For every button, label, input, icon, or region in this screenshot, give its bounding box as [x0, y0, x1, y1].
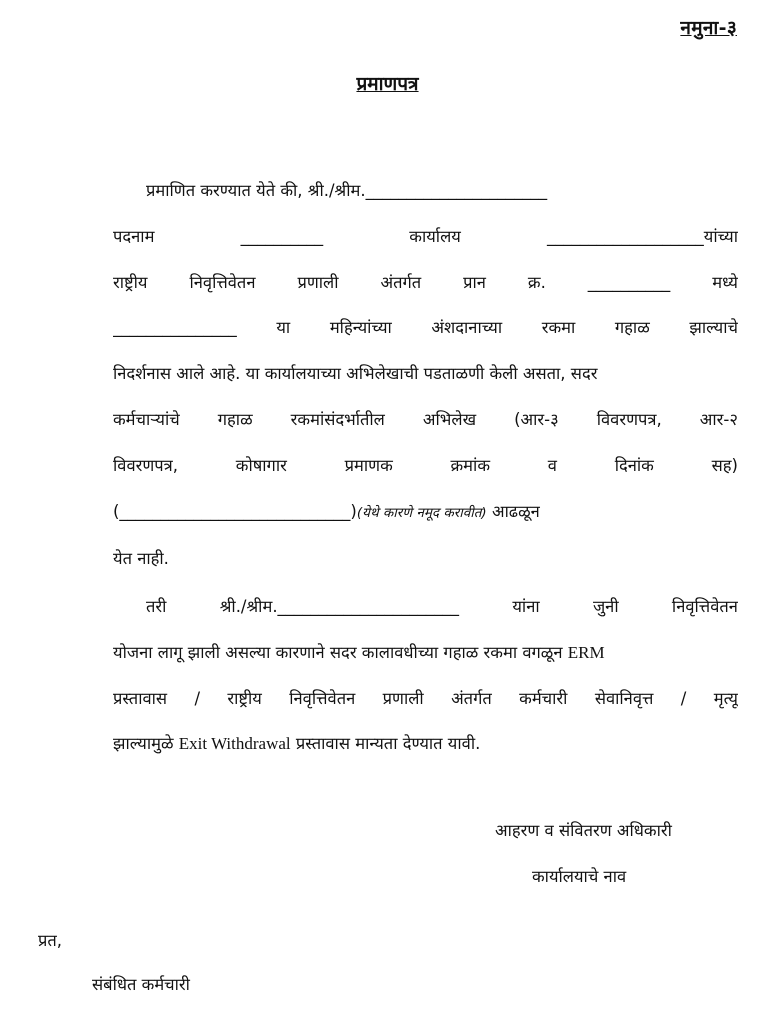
word: (आर-३ — [514, 409, 559, 429]
word: तरी — [146, 597, 167, 616]
word: यांना — [512, 597, 540, 616]
text-segment: झाल्यामुळे — [113, 734, 179, 754]
word: गहाळ — [217, 409, 253, 429]
word: / — [680, 688, 687, 708]
instruction-note: (येथे कारणे नमूद करावीत) — [356, 504, 487, 521]
word: रकमा — [541, 318, 576, 338]
paragraph-line — [113, 489, 738, 537]
word: प्रणाली — [297, 272, 339, 292]
copy-to-label: प्रत, — [38, 931, 63, 950]
word: प्रस्तावास — [113, 688, 168, 708]
word: व — [547, 455, 557, 475]
blank-field: श्री./श्रीम.______________________ — [219, 597, 460, 616]
word: राष्ट्रीय — [227, 688, 262, 708]
exit-withdrawal-term: Exit Withdrawal — [178, 734, 291, 754]
text-segment: प्रस्तावास मान्यता देण्यात यावी. — [290, 734, 481, 754]
blank-field: __________ — [240, 226, 324, 246]
word: महिन्यांच्या — [329, 318, 392, 338]
blank-field: (____________________________) — [113, 501, 357, 521]
word: पदनाम — [113, 226, 155, 246]
paragraph-line — [113, 443, 738, 489]
word: गहाळ — [614, 318, 650, 338]
certificate-paragraph-1 — [113, 168, 738, 582]
word: अभिलेख — [422, 409, 477, 429]
word: ___________________यांच्या — [547, 226, 738, 246]
word: अंतर्गत — [380, 272, 422, 292]
word: कार्यालय — [409, 226, 461, 246]
form-number: नमुना-३ — [680, 17, 737, 39]
word: या — [276, 318, 291, 338]
word: निवृत्तिवेतन — [289, 688, 356, 708]
word: क्रमांक — [450, 455, 490, 475]
word: कर्मचारी — [519, 688, 568, 708]
paragraph-line: येत नाही. — [113, 549, 169, 569]
copy-recipient: संबंधित कर्मचारी — [92, 975, 190, 994]
word: निवृत्तिवेतन — [671, 597, 738, 616]
paragraph-line: निदर्शनास आले आहे. या कार्यालयाच्या अभिलेखाची पडताळणी केली असता, सदर — [113, 364, 598, 384]
paragraph-line — [113, 397, 738, 443]
signatory-office-name: कार्यालयाचे नाव — [532, 867, 627, 886]
word: राष्ट्रीय — [113, 272, 148, 292]
erm-term: ERM — [567, 642, 605, 662]
word: झाल्याचे — [689, 318, 738, 338]
word: अंशदानाच्या — [431, 318, 503, 338]
paragraph-line — [113, 305, 738, 351]
word: आढळून — [486, 501, 540, 521]
word: निवृत्तिवेतन — [189, 272, 256, 292]
word: प्रमाणक — [344, 455, 393, 475]
paragraph-line — [113, 584, 738, 630]
word: विवरणपत्र, — [596, 409, 662, 429]
word: कोषागार — [235, 455, 287, 475]
word: मध्ये — [712, 272, 738, 292]
word: आर-२ — [699, 409, 738, 429]
word: सेवानिवृत्त — [594, 688, 654, 708]
word: प्रान — [463, 272, 486, 292]
paragraph-line — [113, 721, 738, 767]
word: कर्मचाऱ्यांचे — [113, 409, 180, 429]
signatory-designation: आहरण व संवितरण अधिकारी — [495, 821, 672, 840]
paragraph-line — [113, 676, 738, 722]
paragraph-line — [113, 214, 738, 260]
blank-field: __________ — [587, 272, 671, 292]
word: दिनांक — [614, 455, 654, 475]
word: क्र. — [527, 272, 546, 292]
word: जुनी — [592, 597, 619, 616]
page-title: प्रमाणपत्र — [356, 73, 419, 95]
word: अंतर्गत — [451, 688, 492, 708]
blank-field: _______________ — [113, 318, 237, 338]
paragraph-line: प्रमाणित करण्यात येते की, श्री./श्रीम.______________________ — [146, 181, 548, 200]
text-segment: योजना लागू झाली असल्या कारणाने सदर कालावधीच्या गहाळ रकमा वगळून — [113, 642, 568, 662]
word: रकमांसंदर्भातील — [290, 409, 385, 429]
word: सह) — [711, 455, 738, 475]
certificate-paragraph-2 — [113, 584, 738, 767]
word: प्रणाली — [382, 688, 424, 708]
paragraph-line — [113, 260, 738, 306]
word: मृत्यू — [713, 688, 738, 708]
word: / — [194, 688, 201, 708]
paragraph-line — [113, 630, 738, 676]
word: विवरणपत्र, — [113, 455, 179, 475]
